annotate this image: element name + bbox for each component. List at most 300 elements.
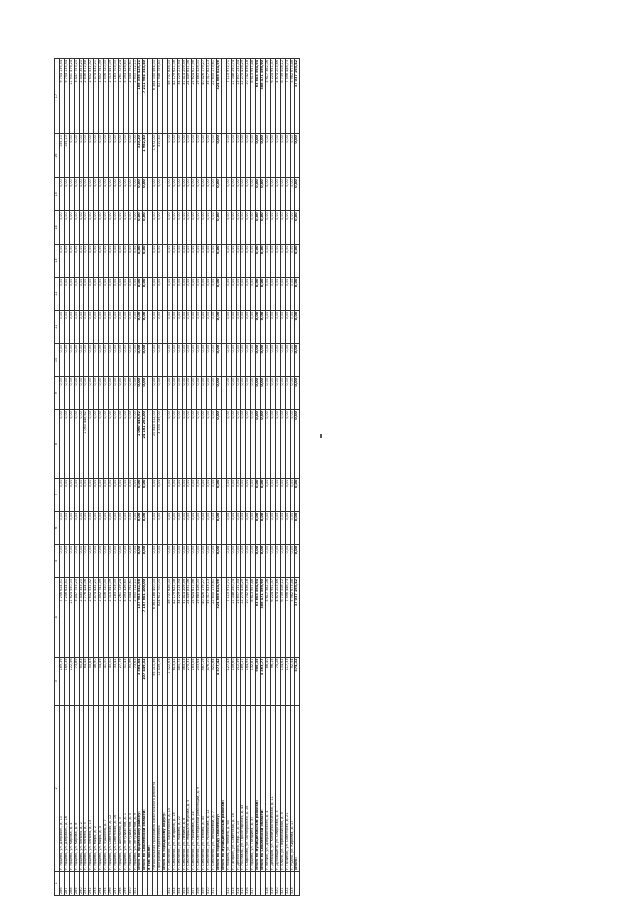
table-cell: 0,00 bbox=[69, 343, 74, 376]
table-cell: 31 414 209,59 bbox=[182, 59, 187, 134]
table-cell: 8 613 957,48 bbox=[251, 59, 256, 134]
table-cell: 0,00 bbox=[202, 211, 207, 244]
table-cell: 51,43 bbox=[123, 657, 128, 706]
table-cell: 0,00 bbox=[197, 134, 202, 178]
table-cell: 0,00 bbox=[89, 511, 94, 544]
table-cell: 64,45 bbox=[84, 657, 89, 706]
table-cell: 0,00 bbox=[212, 310, 217, 343]
table-cell: 304 bbox=[177, 871, 182, 895]
table-cell: 0,00 bbox=[261, 244, 266, 277]
table-cell: г. Демидов, ул. Коммунистическая, д. 11 bbox=[270, 706, 275, 872]
table-cell: 0,00 bbox=[231, 343, 236, 376]
table-cell: 0,00 bbox=[153, 544, 158, 577]
table-cell: 58 737 826,00 bbox=[167, 578, 172, 658]
table-cell: 0,00 bbox=[251, 244, 256, 277]
table-cell: 287 bbox=[64, 871, 69, 895]
table-cell: 0,00 bbox=[177, 511, 182, 544]
table-cell: 1 672,00 bbox=[153, 134, 158, 178]
table-cell: 0,00 bbox=[295, 277, 300, 310]
table-cell: 0,00 bbox=[182, 310, 187, 343]
table-cell: 0,00 bbox=[64, 410, 69, 478]
table-cell: 0,00 bbox=[79, 478, 84, 511]
table-cell: 0,00 bbox=[270, 310, 275, 343]
table-cell: 0,00 bbox=[251, 511, 256, 544]
table-cell: 986,35 bbox=[256, 657, 261, 706]
table-cell: 286 bbox=[59, 871, 64, 895]
table-cell: 9 754 135,54 bbox=[59, 59, 64, 134]
table-cell: 0,00 bbox=[128, 310, 133, 343]
table-cell: 0,00 bbox=[265, 343, 270, 376]
table-cell: 388 471 589,90 bbox=[261, 59, 266, 134]
table-cell: 0,00 bbox=[182, 511, 187, 544]
table-cell: 0,00 bbox=[99, 134, 104, 178]
table-cell: 0,00 bbox=[64, 211, 69, 244]
table-cell: 0,00 bbox=[172, 310, 177, 343]
table-cell: 27,79 bbox=[118, 657, 123, 706]
table-cell: 317 bbox=[251, 871, 256, 895]
table-cell: 0,00 bbox=[89, 377, 94, 410]
table-cell: 0,00 bbox=[187, 377, 192, 410]
table-cell: 0,00 bbox=[207, 511, 212, 544]
table-cell: 0,00 bbox=[59, 211, 64, 244]
table-cell: 0,00 bbox=[64, 511, 69, 544]
table-cell: 0,00 bbox=[182, 410, 187, 478]
table-cell: 159,60 bbox=[231, 657, 236, 706]
table-cell: 0,00 bbox=[256, 134, 261, 178]
table-cell: 1 452 741,39 bbox=[99, 578, 104, 658]
table-cell: 0,00 bbox=[128, 178, 133, 211]
table-cell: 0,00 bbox=[290, 544, 295, 577]
table-cell: 0,00 bbox=[99, 178, 104, 211]
table-cell: 0,00 bbox=[128, 511, 133, 544]
table-cell: 0,00 bbox=[270, 544, 275, 577]
table-cell: 0,00 bbox=[128, 377, 133, 410]
table-cell: 0,00 bbox=[231, 377, 236, 410]
table-cell: 0,00 bbox=[290, 244, 295, 277]
table-cell: 0,00 bbox=[182, 343, 187, 376]
header-cell: 3 bbox=[55, 657, 60, 706]
table-cell: 33,41 bbox=[113, 657, 118, 706]
table-cell: 0,00 bbox=[99, 544, 104, 577]
table-cell: 40,00 bbox=[108, 657, 113, 706]
table-cell: 0,00 bbox=[226, 134, 231, 178]
table-cell: 0,00 bbox=[113, 478, 118, 511]
table-cell: 613,41 bbox=[172, 657, 177, 706]
table-cell: 12 275 416,29 bbox=[241, 59, 246, 134]
table-cell: 13 807 131,54 bbox=[236, 578, 241, 658]
table-cell: 0,00 bbox=[192, 178, 197, 211]
table-cell: 0,00 bbox=[231, 511, 236, 544]
table-cell: 168 556 425,21 bbox=[138, 59, 143, 134]
table-cell: 0,00 bbox=[187, 134, 192, 178]
table-cell: 0,00 bbox=[94, 511, 99, 544]
table-cell: 0,00 bbox=[236, 244, 241, 277]
table-cell: 0,00 bbox=[261, 343, 266, 376]
table-cell: 312 bbox=[226, 871, 231, 895]
table-cell: 0,00 bbox=[197, 310, 202, 343]
table-cell: 0,00 bbox=[108, 511, 113, 544]
table-cell: 11 048 250,74 bbox=[231, 578, 236, 658]
table-cell: 3 447 753,20 bbox=[74, 59, 79, 134]
table-cell: 0,00 bbox=[143, 478, 148, 511]
table-cell: 0,00 bbox=[177, 544, 182, 577]
table-cell: 0,00 bbox=[128, 244, 133, 277]
table-cell: 0,00 bbox=[89, 544, 94, 577]
table-cell: 0,00 bbox=[158, 377, 163, 410]
table-cell: 37 037 165,42 bbox=[295, 578, 300, 658]
table-cell: 6 739 508,12 bbox=[280, 59, 285, 134]
table-cell: 0,00 bbox=[261, 511, 266, 544]
table-cell: 0,00 bbox=[216, 544, 221, 577]
table-cell: 0,00 bbox=[275, 310, 280, 343]
table-cell: 0,00 bbox=[280, 410, 285, 478]
table-cell: 0,00 bbox=[118, 178, 123, 211]
table-cell: 0,00 bbox=[108, 134, 113, 178]
table-cell: 0,00 bbox=[172, 178, 177, 211]
document-page bbox=[54, 58, 606, 896]
table-cell: 310,20 bbox=[138, 134, 143, 178]
table-cell: 0,00 bbox=[226, 277, 231, 310]
table-cell: 0,00 bbox=[275, 478, 280, 511]
table-cell: 10 742 836,18 bbox=[246, 59, 251, 134]
table-cell: 0,00 bbox=[285, 343, 290, 376]
table-cell: 0,00 bbox=[123, 310, 128, 343]
table-cell: 155,10 bbox=[59, 134, 64, 178]
table-cell: 0,00 bbox=[177, 343, 182, 376]
table-cell: 0,00 bbox=[113, 178, 118, 211]
table-cell: 4 577,42 bbox=[216, 657, 221, 706]
table-cell: 2 445 353,20 bbox=[79, 59, 84, 134]
table-cell: 0,00 bbox=[177, 211, 182, 244]
table-cell: Итого по городскому округу: bbox=[162, 706, 167, 872]
table-cell: 0,00 bbox=[275, 511, 280, 544]
table-cell: 0,00 bbox=[84, 478, 89, 511]
table-cell: 13 807 131,54 bbox=[236, 59, 241, 134]
table-cell: 42 179 621,08 bbox=[172, 59, 177, 134]
table-cell: 0,00 bbox=[113, 343, 118, 376]
table-cell: 0,00 bbox=[207, 211, 212, 244]
table-cell: 0,00 bbox=[207, 377, 212, 410]
table-cell: 299 bbox=[123, 871, 128, 895]
table-cell: 0,00 bbox=[197, 343, 202, 376]
table-cell: 0,00 bbox=[99, 511, 104, 544]
table-cell: 0,00 bbox=[265, 544, 270, 577]
table-cell: 0,00 bbox=[79, 134, 84, 178]
table-cell: 0,00 bbox=[202, 277, 207, 310]
table-cell: 0,00 bbox=[270, 478, 275, 511]
table-cell: 310,40 bbox=[158, 134, 163, 178]
table-cell: 63 603 564,94 bbox=[256, 578, 261, 658]
table-cell: 95 010,36 bbox=[153, 657, 158, 706]
table-cell: 189,17 bbox=[241, 657, 246, 706]
table-cell: 0,00 bbox=[231, 244, 236, 277]
table-cell: 0,00 bbox=[59, 277, 64, 310]
table-cell: 0,00 bbox=[158, 478, 163, 511]
header-cell: 7 bbox=[55, 478, 60, 511]
table-cell: 0,00 bbox=[187, 478, 192, 511]
table-cell: 183,55 bbox=[192, 657, 197, 706]
table-cell: 0,00 bbox=[138, 343, 143, 376]
table-cell: 0,00 bbox=[69, 478, 74, 511]
table-cell: 0,00 bbox=[104, 544, 109, 577]
table-cell: 0,00 bbox=[275, 544, 280, 577]
table-cell: 0,00 bbox=[192, 134, 197, 178]
table-cell: 311 bbox=[212, 871, 217, 895]
table-cell: 297 bbox=[113, 871, 118, 895]
table-cell: 0,00 bbox=[153, 244, 158, 277]
table-cell: 0,00 bbox=[226, 178, 231, 211]
table-cell: 0,00 bbox=[270, 134, 275, 178]
table-cell: 301 bbox=[133, 871, 138, 895]
table-cell: 0,00 bbox=[79, 178, 84, 211]
rotated-table-wrapper bbox=[54, 58, 606, 896]
table-cell: 0,00 bbox=[79, 511, 84, 544]
table-cell: 0,00 bbox=[167, 310, 172, 343]
table-cell: 0,00 bbox=[94, 244, 99, 277]
table-cell: 318 bbox=[265, 871, 270, 895]
table-cell: 0,00 bbox=[212, 544, 217, 577]
table-cell: 0,00 bbox=[133, 544, 138, 577]
table-cell: 55,83 bbox=[89, 657, 94, 706]
table-cell: 0,00 bbox=[280, 343, 285, 376]
table-cell: 15 624 617,98 bbox=[192, 59, 197, 134]
table-cell: 0,00 bbox=[143, 244, 148, 277]
table-cell: 0,00 bbox=[275, 178, 280, 211]
table-cell: г. Ярцево, ул. Энтузиастов, д. 1 bbox=[123, 706, 128, 872]
header-cell: 13 bbox=[55, 244, 60, 277]
table-cell: 5 982 673,48 bbox=[290, 59, 295, 134]
table-cell: 0,00 bbox=[207, 343, 212, 376]
table-cell: 6 384 035 584,00 bbox=[153, 59, 158, 134]
table-cell: 0,00 bbox=[84, 544, 89, 577]
table-cell: 291 bbox=[84, 871, 89, 895]
table-cell: г. Ярцево, ул. Дзержин., д. 16 bbox=[64, 706, 69, 872]
table-cell: 11 931 476,24 bbox=[69, 59, 74, 134]
table-cell: 0,00 bbox=[59, 310, 64, 343]
table-cell: 0,00 bbox=[251, 134, 256, 178]
table-cell: 0,00 bbox=[138, 277, 143, 310]
table-cell: 0,00 bbox=[104, 178, 109, 211]
table-cell: 0,00 bbox=[69, 410, 74, 478]
table-cell: 0,00 bbox=[167, 134, 172, 178]
table-cell: 0,00 bbox=[138, 377, 143, 410]
table-cell: 0,00 bbox=[231, 134, 236, 178]
table-cell: 73,63 bbox=[133, 657, 138, 706]
table-cell: 212,39 bbox=[236, 657, 241, 706]
table-cell: 0,00 bbox=[69, 277, 74, 310]
table-cell: 0,00 bbox=[59, 343, 64, 376]
table-cell: 0,00 bbox=[84, 178, 89, 211]
table-cell: 0,00 bbox=[231, 478, 236, 511]
table-cell: 0,00 bbox=[192, 310, 197, 343]
table-cell: 0,00 bbox=[84, 511, 89, 544]
table-cell: 0,00 bbox=[133, 310, 138, 343]
table-cell: 0,00 bbox=[256, 343, 261, 376]
margin-mark bbox=[320, 434, 322, 438]
table-cell: г. Ярцево, ул. Энтузиастов, д. 5 bbox=[128, 706, 133, 872]
table-cell: 0,00 bbox=[177, 244, 182, 277]
table-cell: 0,00 bbox=[64, 244, 69, 277]
table-cell: г. Смоленск, ул. Рыленкова, д. 12 bbox=[207, 706, 212, 872]
table-cell: 0,00 bbox=[216, 377, 221, 410]
table-cell: 2 015 541,09 bbox=[108, 578, 113, 658]
table-cell: г. Смоленск, ул. Нахимова, д. 24 bbox=[192, 706, 197, 872]
table-cell: 0,00 bbox=[295, 211, 300, 244]
table-cell: 19 883 526,00 bbox=[197, 578, 202, 658]
table-cell: 0,00 bbox=[64, 478, 69, 511]
table-cell: 0,00 bbox=[118, 211, 123, 244]
table-cell: 0,00 bbox=[241, 511, 246, 544]
table-cell: 0,00 bbox=[265, 134, 270, 178]
table-cell: 0,00 bbox=[104, 377, 109, 410]
table-cell: 22 605 173,61 bbox=[212, 59, 217, 134]
table-cell: 0,00 bbox=[212, 377, 217, 410]
table-cell: Региональная программа капитального ремонта bbox=[153, 706, 158, 872]
header-cell: 17 bbox=[55, 59, 60, 134]
table-cell: 0,00 bbox=[94, 211, 99, 244]
table-cell: 12 439,16 bbox=[158, 657, 163, 706]
table-cell: 0,00 bbox=[84, 310, 89, 343]
table-cell: 0,00 bbox=[207, 310, 212, 343]
table-cell: 294 bbox=[99, 871, 104, 895]
table-cell: 42 179 621,08 bbox=[172, 578, 177, 658]
table-cell: 0,00 bbox=[192, 377, 197, 410]
table-cell: 275,31 bbox=[187, 657, 192, 706]
table-cell: 0,00 bbox=[285, 244, 290, 277]
table-cell: 0,00 bbox=[108, 310, 113, 343]
table-cell: 0,00 bbox=[202, 310, 207, 343]
header-cell: 12 bbox=[55, 277, 60, 310]
table-cell: 310 bbox=[207, 871, 212, 895]
table-cell: г. Смоленск, ул. Октябрьской революции, д. 9 bbox=[197, 706, 202, 872]
table-cell: 0,00 bbox=[270, 343, 275, 376]
table-cell: 0,00 bbox=[143, 310, 148, 343]
table-cell: 1 022,63 bbox=[167, 657, 172, 706]
table-cell: 480,72 bbox=[177, 657, 182, 706]
table-cell: 0,00 bbox=[212, 244, 217, 277]
table-cell: 0,00 bbox=[275, 134, 280, 178]
header-cell: 2 bbox=[55, 706, 60, 872]
table-cell: 0,00 bbox=[79, 410, 84, 478]
table-cell: 0,00 bbox=[202, 478, 207, 511]
table-cell: 0,00 bbox=[143, 544, 148, 577]
table-cell: 0,00 bbox=[172, 478, 177, 511]
table-cell: 11 048 250,74 bbox=[231, 59, 236, 134]
table-cell: 0,00 bbox=[138, 544, 143, 577]
table-cell: 0,00 bbox=[177, 310, 182, 343]
table-cell: 2 900 712,11 bbox=[133, 59, 138, 134]
table-cell: г. Ярцево, ул. Пушкина, д. 7 bbox=[104, 706, 109, 872]
table-cell: 0,00 bbox=[265, 410, 270, 478]
table-cell: 0,00 bbox=[113, 244, 118, 277]
table-cell: 0,00 bbox=[241, 478, 246, 511]
table-cell: г. Ярцево, ул. Школьная, д. 3 bbox=[118, 706, 123, 872]
table-cell: 0,00 bbox=[74, 544, 79, 577]
table-cell: 0,00 bbox=[89, 134, 94, 178]
table-cell: 0,00 bbox=[270, 211, 275, 244]
table-cell: 4 874 203,66 bbox=[275, 59, 280, 134]
table-cell: 6 224 951,37 bbox=[270, 578, 275, 658]
table-cell: 0,00 bbox=[167, 178, 172, 211]
table-cell: 0,00 bbox=[99, 277, 104, 310]
table-cell: 0,00 bbox=[265, 377, 270, 410]
table-cell: 0,00 bbox=[265, 511, 270, 544]
table-cell: 0,00 bbox=[104, 244, 109, 277]
table-cell: 0,00 bbox=[128, 343, 133, 376]
table-cell: 0,00 bbox=[295, 134, 300, 178]
table-cell: 0,00 bbox=[79, 343, 84, 376]
table-cell: 0,00 bbox=[84, 343, 89, 376]
table-cell: 15 624 617,98 bbox=[192, 578, 197, 658]
table-cell: 0,00 bbox=[104, 410, 109, 478]
table-cell: 0,00 bbox=[241, 211, 246, 244]
table-cell: 0,00 bbox=[212, 277, 217, 310]
table-cell: 11 624 550,00 bbox=[69, 578, 74, 658]
table-cell: 5 093 326,60 bbox=[123, 578, 128, 658]
table-cell: 0,00 bbox=[270, 377, 275, 410]
table-cell: 0,00 bbox=[133, 244, 138, 277]
table-cell: 0,00 bbox=[212, 410, 217, 478]
table-cell: 0,00 bbox=[172, 511, 177, 544]
table-cell: 1 474 432,21 bbox=[94, 59, 99, 134]
table-cell: 35 317 823,13 bbox=[207, 59, 212, 134]
table-cell: 574,32 bbox=[295, 657, 300, 706]
header-cell: 4 bbox=[55, 578, 60, 658]
table-cell: 388 471 589,90 bbox=[261, 578, 266, 658]
table-cell: 31 414 209,59 bbox=[182, 578, 187, 658]
table-cell: 0,00 bbox=[246, 178, 251, 211]
table-cell: 0,00 bbox=[177, 377, 182, 410]
table-cell: 0,00 bbox=[241, 544, 246, 577]
table-cell: г. Ярцево, ул. Ленина, д. 5 bbox=[84, 706, 89, 872]
table-cell: 0,00 bbox=[261, 178, 266, 211]
header-cell: 11 bbox=[55, 310, 60, 343]
table-cell: 3 564,84 bbox=[138, 657, 143, 706]
table-cell: 298 bbox=[118, 871, 123, 895]
table-cell: 0,00 bbox=[197, 410, 202, 478]
table-cell: 0,00 bbox=[226, 244, 231, 277]
table-cell: г. Ельня, ул. Первомайская, д. 9 bbox=[280, 706, 285, 872]
table-cell: 0,00 bbox=[265, 478, 270, 511]
table-cell: 0,00 bbox=[138, 511, 143, 544]
table-cell: 0,00 bbox=[104, 478, 109, 511]
table-cell: 0,00 bbox=[59, 410, 64, 478]
table-cell: г. Смоленск, ул. Ленина, д. 8 bbox=[182, 706, 187, 872]
table-cell: 0,00 bbox=[118, 244, 123, 277]
table-cell: 0,00 bbox=[246, 211, 251, 244]
table-cell: 0,00 bbox=[59, 178, 64, 211]
table-cell: 0,00 bbox=[216, 211, 221, 244]
table-cell: 0,00 bbox=[295, 244, 300, 277]
table-cell: 0,00 bbox=[113, 134, 118, 178]
table-cell: 0,00 bbox=[59, 244, 64, 277]
header-cell: 10 bbox=[55, 343, 60, 376]
table-cell: 0,00 bbox=[236, 377, 241, 410]
table-cell: 155,10 bbox=[64, 134, 69, 178]
table-cell: 107 449,52 bbox=[143, 657, 148, 706]
table-cell: 0,00 bbox=[167, 211, 172, 244]
table-cell: 0,00 bbox=[187, 244, 192, 277]
table-cell: г. Ярцево, ул. Советская, д. 16 bbox=[113, 706, 118, 872]
table-cell: 12 275 416,29 bbox=[241, 578, 246, 658]
table-cell: 0,00 bbox=[167, 410, 172, 478]
table-cell: 0,00 bbox=[197, 277, 202, 310]
table-cell: 0,00 bbox=[123, 178, 128, 211]
table-cell: 3 447 753,20 bbox=[74, 578, 79, 658]
table-cell: 0,00 bbox=[108, 178, 113, 211]
table-cell: 0,00 bbox=[108, 410, 113, 478]
table-cell: 324 868 024,96 bbox=[216, 59, 221, 134]
